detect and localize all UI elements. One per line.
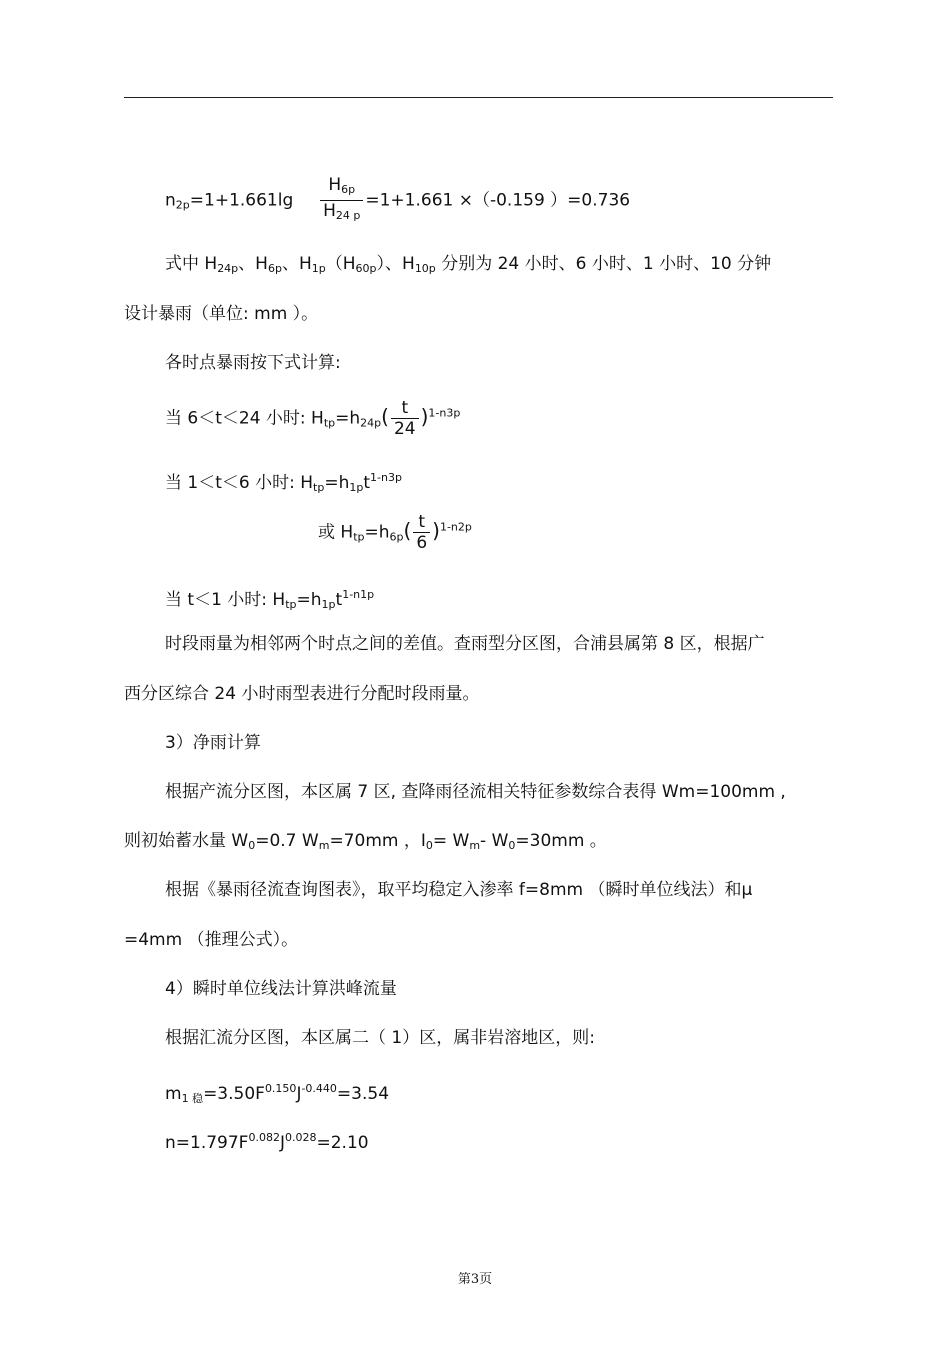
formula-rest: =1+1.661 ×（-0.159 ）=0.736 xyxy=(365,190,631,211)
subscript: 1p xyxy=(349,481,364,494)
text: 当 t＜1 小时: H xyxy=(165,590,286,610)
page-number: 第3页 xyxy=(457,1272,493,1287)
subscript: 60p xyxy=(355,262,377,275)
subscript: tp xyxy=(353,530,365,544)
superscript: 1-n2p xyxy=(439,520,472,534)
formula-eq1: =1+1.661lg xyxy=(189,190,294,211)
text: - W xyxy=(480,831,509,851)
formula-fraction xyxy=(320,175,363,226)
text: ）、H xyxy=(376,254,415,274)
text: =h xyxy=(364,522,390,543)
text: J xyxy=(296,1084,302,1104)
text: （H xyxy=(325,254,356,274)
text: 或 H xyxy=(318,522,354,543)
text: =h xyxy=(296,590,322,610)
section-heading-4: 4）瞬时单位线法计算洪峰流量 xyxy=(165,979,397,999)
subscript: 0 xyxy=(425,839,433,852)
superscript: 0.150 xyxy=(264,1082,297,1095)
superscript: 0.028 xyxy=(284,1131,317,1144)
fraction-numerator: H xyxy=(328,175,342,195)
text: =3.54 xyxy=(336,1084,390,1104)
equation-fraction xyxy=(413,512,430,553)
text: 式中 H xyxy=(165,254,218,274)
equation-fraction xyxy=(391,398,419,439)
paragraph-3-line-1: 时段雨量为相邻两个时点之间的差值。查雨型分区图，合浦县属第 8 区，根据广 xyxy=(165,634,765,654)
text: =2.10 xyxy=(316,1133,369,1153)
paragraph-1-line-1 xyxy=(165,253,771,280)
paragraph-2: 各时点暴雨按下式计算: xyxy=(165,353,341,373)
equation-lt-1h xyxy=(165,584,374,616)
text: =3.50F xyxy=(203,1084,265,1104)
paren-close: ) xyxy=(432,518,440,543)
text: 、H xyxy=(281,254,312,274)
section-heading-3: 3）净雨计算 xyxy=(165,733,261,753)
paren-open: ( xyxy=(381,404,389,429)
equation-1-6h-alt xyxy=(318,512,472,553)
text: =h xyxy=(324,473,350,493)
text: J xyxy=(279,1133,285,1153)
subscript: 0 xyxy=(248,839,256,852)
subscript: 1p xyxy=(321,598,336,611)
paren-open: ( xyxy=(403,518,412,543)
paragraph-5-line-1: 根据《暴雨径流查询图表》，取平均稳定入渗率 f=8mm （瞬时单位线法）和μ xyxy=(165,880,753,900)
equation-1-6h xyxy=(165,467,402,499)
fraction-denominator: 24 xyxy=(393,419,416,439)
paragraph-1-line-2: 设计暴雨（单位: mm ）。 xyxy=(124,304,319,324)
subscript: 10p xyxy=(414,262,436,275)
paragraph-4-line-2 xyxy=(124,830,607,857)
fraction-denominator: H xyxy=(323,201,336,221)
subscript: 1 稳 xyxy=(181,1092,204,1105)
text: t xyxy=(335,590,343,610)
fraction-numerator: t xyxy=(413,512,430,533)
equation-6-24h xyxy=(165,398,460,439)
subscript: tp xyxy=(323,416,336,430)
fraction-numerator-sub: 6p xyxy=(341,183,356,196)
formula-m xyxy=(165,1078,389,1110)
text: 分别为 24 小时、6 小时、1 小时、10 分钟 xyxy=(435,254,772,274)
superscript: 0.082 xyxy=(248,1131,280,1144)
fraction-numerator: t xyxy=(391,398,419,419)
formula-lhs: n xyxy=(165,190,176,211)
text: =0.7 W xyxy=(255,831,319,851)
paragraph-3-line-2: 西分区综合 24 小时雨型表进行分配时段雨量。 xyxy=(124,684,480,704)
subscript: 6p xyxy=(267,262,282,275)
text: 则初始蓄水量 W xyxy=(124,831,249,851)
formula-n2p xyxy=(165,175,630,226)
text: n=1.797F xyxy=(165,1133,249,1153)
text: t xyxy=(363,473,371,493)
header-rule xyxy=(124,97,833,98)
subscript: m xyxy=(318,839,330,852)
text: 当 6＜t＜24 小时: H xyxy=(165,408,324,429)
subscript: tp xyxy=(285,598,297,611)
text: =h xyxy=(335,408,361,429)
fraction-denominator-sub: 24 p xyxy=(335,209,361,222)
text: 、H xyxy=(238,254,268,274)
paren-close: ) xyxy=(420,404,429,429)
formula-n xyxy=(165,1127,369,1154)
paragraph-6: 根据汇流分区图，本区属二（ 1）区，属非岩溶地区，则: xyxy=(165,1028,595,1048)
text: m xyxy=(165,1084,182,1104)
subscript: 6p xyxy=(389,530,404,544)
formula-lhs-sub: 2p xyxy=(175,198,190,212)
superscript: 1-n3p xyxy=(370,471,402,484)
subscript: 0 xyxy=(508,839,516,852)
paragraph-5-line-2: =4mm （推理公式）。 xyxy=(124,930,299,950)
subscript: 24p xyxy=(360,416,382,430)
fraction-denominator: 6 xyxy=(416,533,428,553)
superscript: -0.440 xyxy=(301,1082,337,1095)
subscript: m xyxy=(469,839,481,852)
text: 当 1＜t＜6 小时: H xyxy=(165,473,314,493)
text: =70mm ，I xyxy=(329,831,426,851)
subscript: tp xyxy=(313,481,325,494)
text: =30mm 。 xyxy=(515,831,607,851)
superscript: 1-n1p xyxy=(342,588,375,601)
superscript: 1-n3p xyxy=(428,406,461,420)
subscript: 1p xyxy=(311,262,326,275)
text: = W xyxy=(432,831,470,851)
paragraph-4-line-1: 根据产流分区图，本区属 7 区, 查降雨径流相关特征参数综合表得 Wm=100mm , xyxy=(165,782,786,802)
subscript: 24p xyxy=(217,262,239,275)
